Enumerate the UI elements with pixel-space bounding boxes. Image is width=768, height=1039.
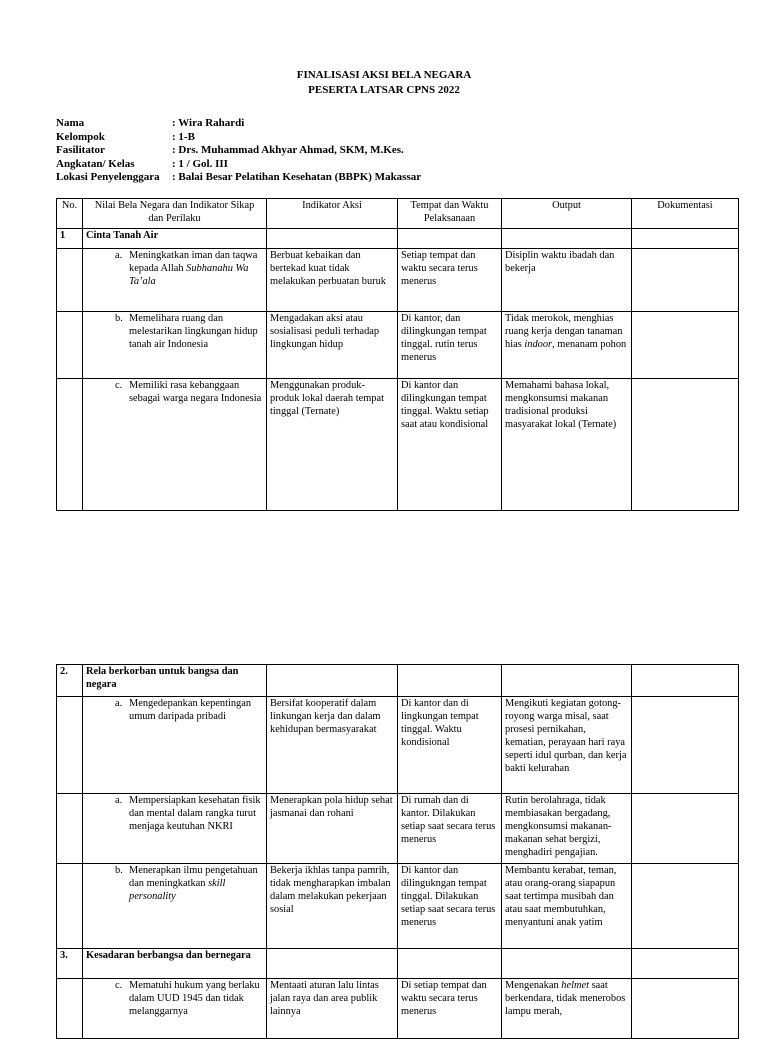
section-row-cinta-tanah-air	[57, 228, 739, 248]
section-title: Kesadaran berbangsa dan bernegara	[83, 949, 267, 979]
tempat-cell: Di rumah dan di kantor. Dilakukan setiap saat secara terus menerus	[398, 794, 502, 864]
nilai-text: Mematuhi hukum yang berlaku dalam UUD 1945 dan tidak melanggarnya	[129, 980, 260, 1017]
header-nilai: Nilai Bela Negara dan Indikator Sikap dan Perilaku	[83, 199, 267, 229]
participant-info	[56, 117, 421, 185]
table-row	[57, 311, 739, 378]
item-marker: b.	[115, 865, 123, 876]
item-marker: a.	[115, 698, 123, 709]
info-row-kelompok: Kelompok : 1-B	[56, 130, 195, 143]
nilai-text: Mengedepankan kepentingan umum daripada pribadi	[129, 698, 252, 722]
tempat-cell: Di kantor, dan dilingkungan tempat tinggal. rutin terus menerus	[398, 311, 502, 378]
indikator-cell: Menggunakan produk-produk lokal daerah tempat tinggal (Ternate)	[267, 378, 398, 510]
table-row	[57, 864, 739, 949]
dokumentasi-cell	[632, 378, 739, 510]
action-table-page2	[56, 664, 739, 1039]
item-marker: c.	[115, 379, 123, 391]
header-dokumentasi: Dokumentasi	[632, 199, 739, 229]
document-title-line2: PESERTA LATSAR CPNS 2022	[308, 84, 460, 96]
output-cell: Membantu kerabat, teman, atau orang-orang siapapun saat tertimpa musibah dan atau saat membutuhkan, menyantuni anak yatim	[502, 864, 632, 949]
nilai-text: Menerapkan ilmu pengetahuan dan meningkatkan skill personality	[129, 865, 258, 902]
indikator-cell: Bersifat kooperatif dalam linkungan kerja dan dalam kehidupan bermasyarakat	[267, 697, 398, 794]
indikator-cell: Berbuat kebaikan dan bertekad kuat tidak melakukan perbuatan buruk	[267, 248, 398, 311]
section-title: Rela berkorban untuk bangsa dan negara	[83, 665, 267, 697]
indikator-cell: Menerapkan pola hidup sehat jasmanai dan rohani	[267, 794, 398, 864]
header-no: No.	[57, 199, 83, 229]
tempat-cell: Di kantor dan dilingukngan tempat tinggal. Dilakukan setiap saat secara terus menerus	[398, 864, 502, 949]
output-cell: Rutin berolahraga, tidak membiasakan bergadang, mengkonsumsi makanan-makanan sehat bergizi, menghadiri pengajian.	[502, 794, 632, 864]
table-header-row	[57, 199, 739, 229]
tempat-cell: Setiap tempat dan waktu secara terus menerus	[398, 248, 502, 311]
nilai-text: Memiliki rasa kebanggaan sebagai warga negara Indonesia	[129, 379, 262, 404]
tempat-cell: Di setiap tempat dan waktu secara terus menerus	[398, 979, 502, 1039]
output-cell: Memahami bahasa lokal, mengkonsumsi makanan tradisional produksi masyarakat lokal (Ternate)	[502, 378, 632, 510]
section-title: Cinta Tanah Air	[83, 228, 267, 248]
dokumentasi-cell	[632, 697, 739, 794]
dokumentasi-cell	[632, 794, 739, 864]
header-output: Output	[502, 199, 632, 229]
tempat-cell: Di kantor dan di lingkungan tempat tinggal. Waktu kondisional	[398, 697, 502, 794]
info-row-lokasi: Lokasi Penyelenggara : Balai Besar Pelatihan Kesehatan (BBPK) Makassar	[56, 171, 422, 183]
table-row	[57, 794, 739, 864]
section-number: 2.	[57, 665, 83, 697]
indikator-cell: Bekerja ikhlas tanpa pamrih, tidak mengharapkan imbalan dalam melakukan pekerjaan sosial	[267, 864, 398, 949]
dokumentasi-cell	[632, 248, 739, 311]
dokumentasi-cell	[632, 864, 739, 949]
document-title-line1: FINALISASI AKSI BELA NEGARA	[296, 69, 472, 81]
item-marker: a.	[115, 795, 123, 806]
header-tempat: Tempat dan Waktu Pelaksanaan	[398, 199, 502, 229]
section-number: 1	[57, 228, 83, 248]
section-row-kesadaran-berbangsa	[57, 949, 739, 979]
info-row-angkatan: Angkatan/ Kelas : 1 / Gol. III	[56, 157, 228, 170]
dokumentasi-cell	[632, 979, 739, 1039]
section-number: 3.	[57, 949, 83, 979]
item-marker: b.	[115, 312, 123, 324]
tempat-cell: Di kantor dan dilingkungan tempat tinggal. Waktu setiap saat atau kondisional	[398, 378, 502, 510]
section-row-rela-berkorban	[57, 665, 739, 697]
nilai-text: Meningkatkan iman dan taqwa kepada Allah Subhanahu Wa Ta’ala	[129, 249, 258, 287]
item-marker: a.	[115, 249, 123, 261]
action-table-page1	[56, 198, 739, 511]
info-row-nama: Nama : Wira Rahardi	[56, 117, 245, 129]
output-cell: Mengenakan helmet saat berkendara, tidak menerobos lampu merah,	[502, 979, 632, 1039]
output-cell: Mengikuti kegiatan gotong-royong warga misal, saat prosesi pernikahan, kematian, perayaan hari raya seperti idul qurban, dan kerja bakti kelurahan	[502, 697, 632, 794]
nilai-text: Mempersiapkan kesehatan fisik dan mental dalam rangka turut menjaga keutuhan NKRI	[129, 795, 261, 832]
table-row	[57, 697, 739, 794]
table-row	[57, 979, 739, 1039]
dokumentasi-cell	[632, 311, 739, 378]
header-indikator: Indikator Aksi	[267, 199, 398, 229]
output-cell: Disiplin waktu ibadah dan bekerja	[502, 248, 632, 311]
indikator-cell: Mentaati aturan lalu lintas jalan raya dan area publik lainnya	[267, 979, 398, 1039]
item-marker: c.	[115, 980, 123, 991]
output-cell: Tidak merokok, menghias ruang kerja dengan tanaman hias indoor, menanam pohon	[502, 311, 632, 378]
nilai-text: Memelihara ruang dan melestarikan lingkungan hidup tanah air Indonesia	[129, 312, 258, 350]
table-row	[57, 248, 739, 311]
table-row	[57, 378, 739, 510]
info-row-fasilitator: Fasilitator : Drs. Muhammad Akhyar Ahmad, SKM, M.Kes.	[56, 144, 404, 156]
indikator-cell: Mengadakan aksi atau sosialisasi peduli terhadap lingkungan hidup	[267, 311, 398, 378]
